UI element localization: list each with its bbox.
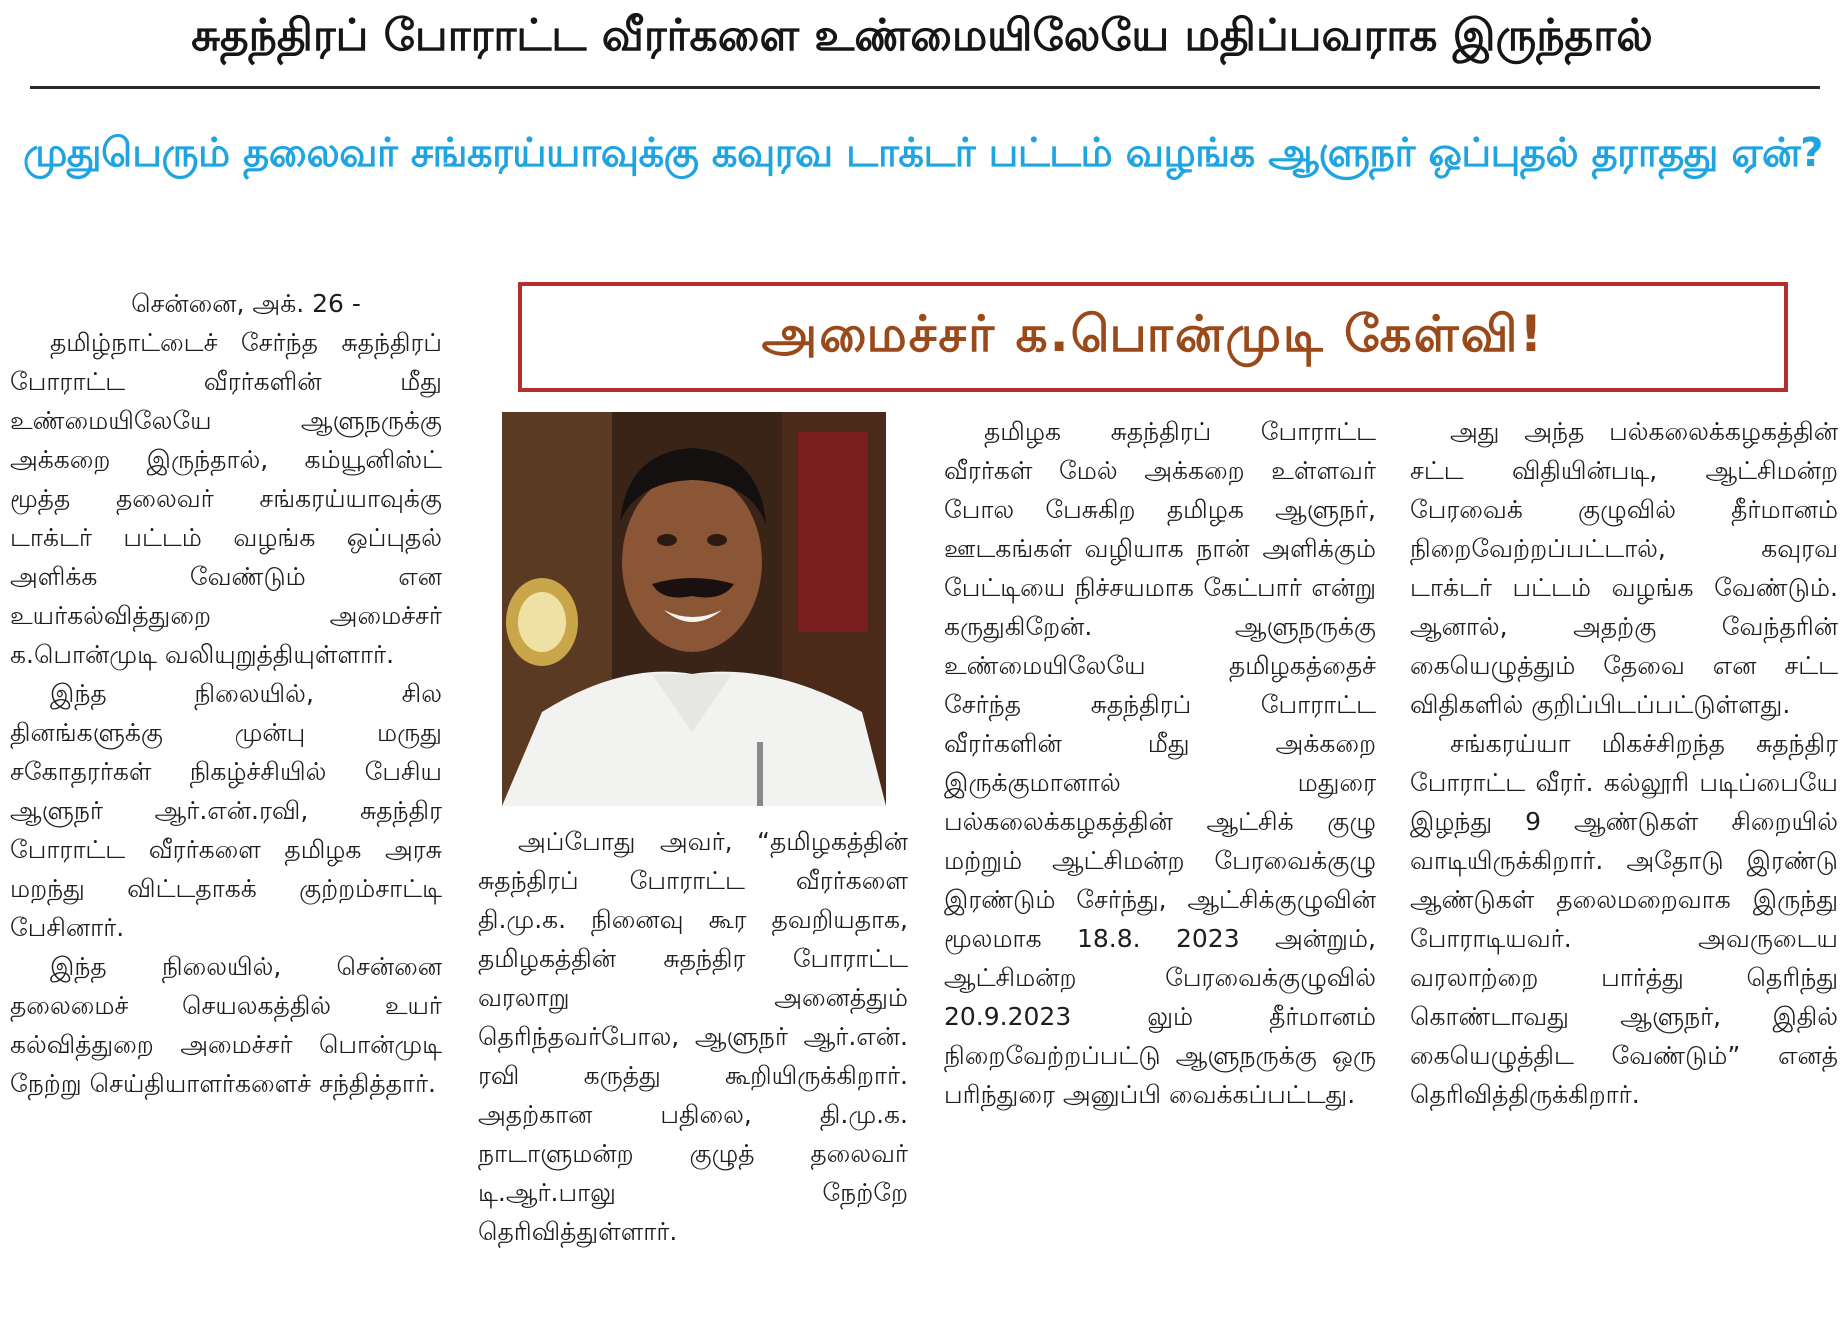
subheadline-box (518, 282, 1788, 392)
article-column-2 (478, 822, 908, 1312)
paragraph: தமிழக சுதந்திரப் போராட்ட வீரர்கள் மேல் அக்கறை உள்ளவர் போல பேசுகிற தமிழக ஆளுநர், ஊடகங்கள் வழியாக நான் அளிக்கும் பேட்டியை நிச்சயமாக கேட்பார் என்று கருதுகிறேன். ஆளுநருக்கு உண்மையிலேயே தமிழகத்தைச் சேர்ந்த சுதந்திரப் போராட்ட வீரர்களின் மீது அக்கறை இருக்குமானால் மதுரை பல்கலைக்கழகத்தின் ஆட்சிக் குழு மற்றும் ஆட்சிமன்ற பேரவைக்குழு இரண்டும் சேர்ந்து, ஆட்சிக்குழுவின் மூலமாக 18.8. 2023 அன்றும், ஆட்சிமன்ற பேரவைக்குழுவில் 20.9.2023 லும் தீர்மானம் நிறைவேற்றப்பட்டு ஆளுநருக்கு ஒரு பரிந்துரை அனுப்பி வைக்கப்பட்டது. (944, 417, 1376, 1109)
paragraph: இந்த நிலையில், சில தினங்களுக்கு முன்பு மருது சகோதரர்கள் நிகழ்ச்சியில் பேசிய ஆளுநர் ஆர்.என்.ரவி, சுதந்திர போராட்ட வீரர்களை தமிழக அரசு மறந்து விட்டதாகக் குற்றம்சாட்டி பேசினார். (10, 679, 442, 942)
paragraph: இந்த நிலையில், சென்னை தலைமைச் செயலகத்தில் உயர் கல்வித்துறை அமைச்சர் பொன்முடி நேற்று செய்தியாளர்களைச் சந்தித்தார். (10, 952, 442, 1098)
kicker-headline: சுதந்திரப் போராட்ட வீரர்களை உண்மையிலேயே மதிப்பவராக இருந்தால் (191, 10, 1653, 61)
subheadline: அமைச்சர் க.பொன்முடி கேள்வி! (761, 304, 1545, 363)
portrait-photo (502, 412, 886, 806)
paragraph: அப்போது அவர், “தமிழகத்தின் சுதந்திரப் போராட்ட வீரர்களை தி.மு.க. நினைவு கூர தவறியதாக, தமிழகத்தின் சுதந்திர போராட்ட வரலாறு அனைத்தும் தெரிந்தவர்போல, ஆளுநர் ஆர்.என். ரவி கருத்து கூறியிருக்கிறார். அதற்கான பதிலை, தி.மு.க. நாடாளுமன்ற குழுத் தலைவர் டி.ஆர்.பாலு நேற்றே தெரிவித்துள்ளார். (478, 827, 908, 1246)
article-column-4 (1410, 412, 1838, 1312)
article-column-1 (10, 284, 442, 1314)
paragraph: சங்கரய்யா மிகச்சிறந்த சுதந்திர போராட்ட வீரர். கல்லூரி படிப்பையே இழந்து 9 ஆண்டுகள் சிறையில் வாடியிருக்கிறார். அதோடு இரண்டு ஆண்டுகள் தலைமறைவாக இருந்து போராடியவர். அவருடைய வரலாற்றை பார்த்து தெரிந்து கொண்டாவது ஆளுநர், இதில் கையெழுத்திட வேண்டும்” எனத் தெரிவித்திருக்கிறார். (1410, 729, 1838, 1109)
dateline: சென்னை, அக். 26 - (131, 289, 361, 318)
kicker-divider (30, 86, 1820, 89)
paragraph: அது அந்த பல்கலைக்கழகத்தின் சட்ட விதியின்படி, ஆட்சிமன்ற பேரவைக் குழுவில் தீர்மானம் நிறைவேற்றப்பட்டால், கவுரவ டாக்டர் பட்டம் வழங்க வேண்டும். ஆனால், அதற்கு வேந்தரின் கையெழுத்தும் தேவை என சட்ட விதிகளில் குறிப்பிடப்பட்டுள்ளது. (1410, 417, 1838, 719)
paragraph: தமிழ்நாட்டைச் சேர்ந்த சுதந்திரப் போராட்ட வீரர்களின் மீது உண்மையிலேயே ஆளுநருக்கு அக்கறை இருந்தால், கம்யூனிஸ்ட் மூத்த தலைவர் சங்கரய்யாவுக்கு டாக்டர் பட்டம் வழங்க ஒப்புதல் அளிக்க வேண்டும் என உயர்கல்வித்துறை அமைச்சர் க.பொன்முடி வலியுறுத்தியுள்ளார். (10, 328, 442, 669)
article-column-3 (944, 412, 1376, 1312)
main-headline: முதுபெரும் தலைவர் சங்கரய்யாவுக்கு கவுரவ டாக்டர் பட்டம் வழங்க ஆளுநர் ஒப்புதல் தராதது ஏன்? (22, 130, 1824, 176)
